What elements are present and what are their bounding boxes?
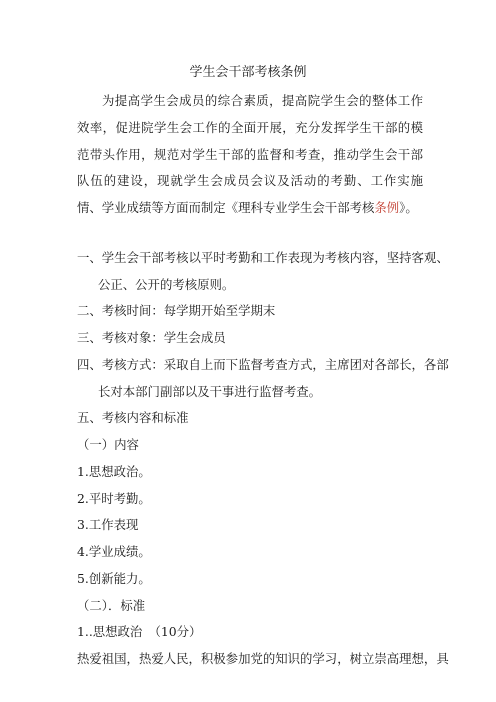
content-heading: （一）内容	[77, 437, 139, 452]
standard-heading: （二）．标准	[77, 598, 146, 613]
content-item-1: 1.思想政治。	[77, 464, 151, 479]
standard-1-title: 1..思想政治 （10分）	[77, 624, 202, 639]
intro-text-block	[77, 88, 423, 222]
content-item-3: 3.工作表现	[77, 517, 139, 532]
intro-text-end: 》。	[399, 200, 418, 216]
document-title: 学生会干部考核条例	[189, 65, 307, 80]
content-item-5: 5.创新能力。	[77, 571, 151, 586]
section-1-line-1: 一、学生会干部考核以平时考勤和工作表现为考核内容，坚持客观、	[77, 250, 449, 265]
section-4-line-1: 四、考核方式：采取自上而下监督考查方式，主席团对各部长，各部	[77, 357, 449, 372]
intro-highlight-link[interactable]: 条例	[374, 200, 400, 216]
content-item-4: 4.学业成绩。	[77, 544, 151, 559]
intro-text: 为提高学生会成员的综合素质，提高院学生会的整体工作效率，促进院学生会工作的全面开展，充分发挥学生干部的模范带头作用，规范对学生干部的监督和考查，推动学生会干部队伍的建设，现就学生会成员会议及活动的考勤、工作实施情、学业成绩等方面而制定《理科专业学生会干部考核	[77, 93, 423, 216]
section-2: 二、考核时间：每学期开始至学期末	[77, 303, 276, 318]
section-1-line-2: 公正、公开的考核原则。	[98, 277, 235, 292]
intro-paragraph	[77, 88, 423, 222]
standard-1-text: 热爱祖国，热爱人民，积极参加党的知识的学习，树立崇高理想，具	[77, 651, 449, 666]
section-3: 三、考核对象：学生会成员	[77, 330, 226, 345]
section-4-line-2: 长对本部门副部以及干事进行监督考查。	[98, 384, 322, 399]
content-item-2: 2.平时考勤。	[77, 491, 151, 506]
section-5: 五、考核内容和标准	[77, 410, 189, 425]
